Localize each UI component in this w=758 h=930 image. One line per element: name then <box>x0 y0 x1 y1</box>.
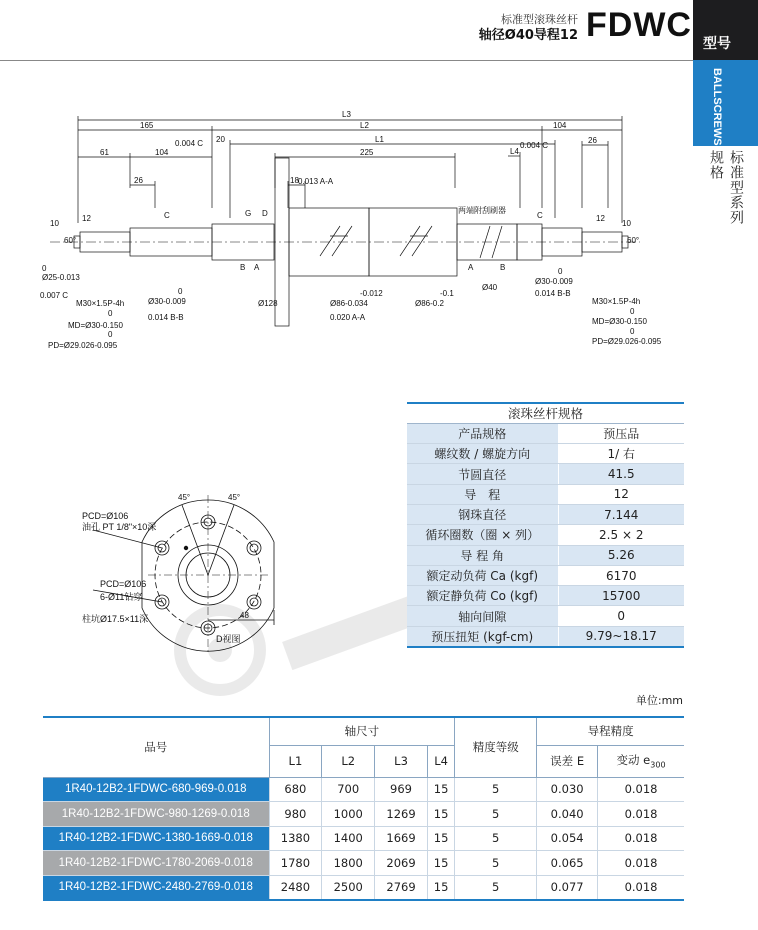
datum-b-right: B <box>500 263 506 272</box>
cell-L3: 1669 <box>375 826 428 851</box>
dim-L1: L1 <box>375 135 384 144</box>
cell-L1: 680 <box>269 777 322 802</box>
spec-row-value: 41.5 <box>558 464 684 484</box>
flange-angle-left: 45° <box>178 493 191 502</box>
tolerance-frame-c: 0.013 A-A <box>298 177 334 186</box>
flange-oil-hole: 油孔 PT 1/8"×10深 <box>82 522 157 532</box>
part-number[interactable]: 1R40-12B2-1FDWC-1380-1669-0.018 <box>43 826 269 851</box>
spec-row-label: 导 程 角 <box>407 545 558 565</box>
flange-pcd-bottom: PCD=Ø106 <box>100 579 147 589</box>
cell-L2: 2500 <box>322 875 375 900</box>
cell-L4: 15 <box>427 826 454 851</box>
cell-L4: 15 <box>427 802 454 827</box>
col-part-no: 品号 <box>43 717 269 777</box>
spec-col-product: 产品规格 <box>407 423 558 443</box>
col-L2: L2 <box>322 745 375 777</box>
right-thread: M30×1.5P-4h <box>592 297 641 306</box>
dim-L4: L4 <box>510 147 519 156</box>
dim-20: 20 <box>216 135 225 144</box>
right-md-zero: 0 <box>630 307 635 316</box>
spec-row-value: 6170 <box>558 565 684 585</box>
part-number[interactable]: 1R40-12B2-1FDWC-1780-2069-0.018 <box>43 851 269 876</box>
part-number[interactable]: 1R40-12B2-1FDWC-980-1269-0.018 <box>43 802 269 827</box>
spec-row-value: 7.144 <box>558 504 684 524</box>
cell-error: 0.040 <box>537 802 598 827</box>
cell-L2: 1800 <box>322 851 375 876</box>
part-number[interactable]: 1R40-12B2-1FDWC-680-969-0.018 <box>43 777 269 802</box>
spec-row-label: 额定动负荷 Ca (kgf) <box>407 565 558 585</box>
cell-error: 0.030 <box>537 777 598 802</box>
cell-grade: 5 <box>455 777 537 802</box>
dim-26-left: 26 <box>134 176 143 185</box>
col-L4: L4 <box>427 745 454 777</box>
dim-12-right: 12 <box>596 214 605 223</box>
flange-view-label: D视图 <box>216 634 241 644</box>
header-series: 标准型滚珠丝杆 <box>501 13 578 26</box>
spec-row-label: 节圆直径 <box>407 464 558 484</box>
left-end-diameter: Ø25-0.013 <box>42 273 80 282</box>
flange-diameter: Ø128 <box>258 299 278 308</box>
spec-table-title: 滚珠丝杆规格 <box>407 403 684 423</box>
right-bearing-zero: 0 <box>558 267 563 276</box>
dim-12-left: 12 <box>82 214 91 223</box>
nut-diameter-a: Ø86-0.034 <box>330 299 368 308</box>
cell-L1: 980 <box>269 802 322 827</box>
spec-row-value: 2.5 × 2 <box>558 525 684 545</box>
cell-L2: 700 <box>322 777 375 802</box>
cell-grade: 5 <box>455 826 537 851</box>
left-end-zero: 0 <box>42 264 47 273</box>
cell-L1: 1780 <box>269 851 322 876</box>
right-md: MD=Ø30-0.150 <box>592 317 647 326</box>
datum-c-right: C <box>537 211 543 220</box>
nut-diameter-b-top: -0.1 <box>440 289 454 298</box>
spec-col-preload: 预压品 <box>558 423 684 443</box>
side-tab-model[interactable] <box>693 0 758 60</box>
datum-a-left: A <box>254 263 260 272</box>
side-tab-spec[interactable]: 规格 <box>708 150 724 180</box>
datum-d: D <box>262 209 268 218</box>
flange-dim-48: 48 <box>240 611 249 620</box>
spec-table <box>407 402 684 648</box>
side-tab-standard-series[interactable]: 标准型系列 <box>728 150 744 225</box>
table-row[interactable] <box>43 826 684 851</box>
left-bearing-zero: 0 <box>178 287 183 296</box>
spec-row-value: 5.26 <box>558 545 684 565</box>
dim-225: 225 <box>360 148 374 157</box>
dim-10-left: 10 <box>50 219 59 228</box>
wiper-note: 两端附刮刷器 <box>458 206 506 215</box>
spec-row-label: 额定静负荷 Co (kgf) <box>407 586 558 606</box>
table-row[interactable] <box>43 777 684 802</box>
right-pd-zero: 0 <box>630 327 635 336</box>
dim-L2: L2 <box>360 121 369 130</box>
left-md: MD=Ø30-0.150 <box>68 321 123 330</box>
cell-error: 0.054 <box>537 826 598 851</box>
spec-row-value: 12 <box>558 484 684 504</box>
dim-L3: L3 <box>342 110 351 119</box>
flange-counterbore: 柱坑Ø17.5×11深 <box>82 614 149 624</box>
right-runout: 0.014 B-B <box>535 289 571 298</box>
side-tab-model-label: 型号 <box>703 36 731 52</box>
spec-row-value: 15700 <box>558 586 684 606</box>
cell-L3: 969 <box>375 777 428 802</box>
dim-61: 61 <box>100 148 109 157</box>
col-L1: L1 <box>269 745 322 777</box>
dim-165: 165 <box>140 121 154 130</box>
dim-104-left: 104 <box>155 148 169 157</box>
cell-error: 0.065 <box>537 851 598 876</box>
spec-row-value: 9.79~18.17 <box>558 626 684 646</box>
product-table <box>43 716 684 901</box>
datum-g: G <box>245 209 252 218</box>
right-bearing-diameter: Ø30-0.009 <box>535 277 573 286</box>
datum-b-left: B <box>240 263 246 272</box>
col-grade: 精度等级 <box>455 717 537 777</box>
header-spec: 轴径Ø40导程12 <box>478 28 578 43</box>
tolerance-frame-d: 0.004 C <box>520 141 549 150</box>
cell-variation: 0.018 <box>598 802 684 827</box>
side-tab-ballscrews-label: BALLSCREWS <box>711 68 723 146</box>
col-shaft-dims: 轴尺寸 <box>269 717 455 745</box>
flange-d-view <box>78 490 318 660</box>
left-md-zero: 0 <box>108 309 113 318</box>
spec-row-label: 导 程 <box>407 484 558 504</box>
cell-grade: 5 <box>455 851 537 876</box>
angle-60-left: 60° <box>64 236 77 245</box>
spec-row-label: 轴向间隙 <box>407 606 558 626</box>
nut-runout: 0.020 A-A <box>330 313 366 322</box>
cell-L4: 15 <box>427 777 454 802</box>
tolerance-frame-a: 0.004 C <box>175 139 204 148</box>
model-title: FDWC <box>586 6 692 44</box>
cell-variation: 0.018 <box>598 875 684 900</box>
cell-L4: 15 <box>427 851 454 876</box>
col-lead-accuracy: 导程精度 <box>537 717 684 745</box>
dim-26-right: 26 <box>588 136 597 145</box>
dim-18: 18 <box>290 176 299 185</box>
cell-grade: 5 <box>455 875 537 900</box>
cell-error: 0.077 <box>537 875 598 900</box>
dim-10-right: 10 <box>622 219 631 228</box>
nut-diameter-b: Ø86-0.2 <box>415 299 444 308</box>
left-pd-zero: 0 <box>108 330 113 339</box>
spec-row-label: 螺纹数 / 螺旋方向 <box>407 444 558 464</box>
cell-L2: 1000 <box>322 802 375 827</box>
left-bearing-diameter: Ø30-0.009 <box>148 297 186 306</box>
spec-row-label: 循环圈数（圈 × 列） <box>407 525 558 545</box>
flange-pcd-top: PCD=Ø106 <box>82 511 129 521</box>
cell-L4: 15 <box>427 875 454 900</box>
nut-diameter-a-top: -0.012 <box>360 289 383 298</box>
spec-row-value: 1/ 右 <box>558 444 684 464</box>
cell-L1: 1380 <box>269 826 322 851</box>
flange-holes: 6-Ø11钻穿 <box>100 592 143 602</box>
tolerance-frame-b: 0.007 C <box>40 291 69 300</box>
left-runout: 0.014 B-B <box>148 313 184 322</box>
col-variation-subscript: 300 <box>650 760 666 770</box>
screw-diameter: Ø40 <box>482 283 498 292</box>
ballscrew-drawing <box>30 108 670 358</box>
flange-angle-right: 45° <box>228 493 241 502</box>
side-tab-ballscrews[interactable] <box>693 60 758 146</box>
cell-grade: 5 <box>455 802 537 827</box>
cell-variation: 0.018 <box>598 826 684 851</box>
col-variation-e300 <box>598 745 684 777</box>
datum-c-left: C <box>164 211 170 220</box>
spec-row-label: 钢珠直径 <box>407 504 558 524</box>
table-row[interactable] <box>43 851 684 876</box>
cell-L1: 2480 <box>269 875 322 900</box>
header-subtitle <box>479 12 578 44</box>
left-pd: PD=Ø29.026-0.095 <box>48 341 118 350</box>
dim-104-right-top: 104 <box>553 121 567 130</box>
right-pd: PD=Ø29.026-0.095 <box>592 337 662 346</box>
part-number[interactable]: 1R40-12B2-1FDWC-2480-2769-0.018 <box>43 875 269 900</box>
unit-label: 单位:mm <box>635 694 683 707</box>
left-thread: M30×1.5P-4h <box>76 299 125 308</box>
col-variation-label: 变动 e <box>616 753 651 768</box>
col-error-E: 误差 E <box>537 745 598 777</box>
table-row[interactable] <box>43 875 684 900</box>
cell-variation: 0.018 <box>598 851 684 876</box>
cell-L3: 2069 <box>375 851 428 876</box>
spec-row-label: 预压扭矩 (kgf-cm) <box>407 626 558 646</box>
angle-60-right: 60° <box>627 236 640 245</box>
header-divider <box>0 60 693 61</box>
datum-a-right: A <box>468 263 474 272</box>
col-L3: L3 <box>375 745 428 777</box>
cell-variation: 0.018 <box>598 777 684 802</box>
table-row[interactable] <box>43 802 684 827</box>
cell-L3: 1269 <box>375 802 428 827</box>
cell-L3: 2769 <box>375 875 428 900</box>
cell-L2: 1400 <box>322 826 375 851</box>
spec-row-value: 0 <box>558 606 684 626</box>
